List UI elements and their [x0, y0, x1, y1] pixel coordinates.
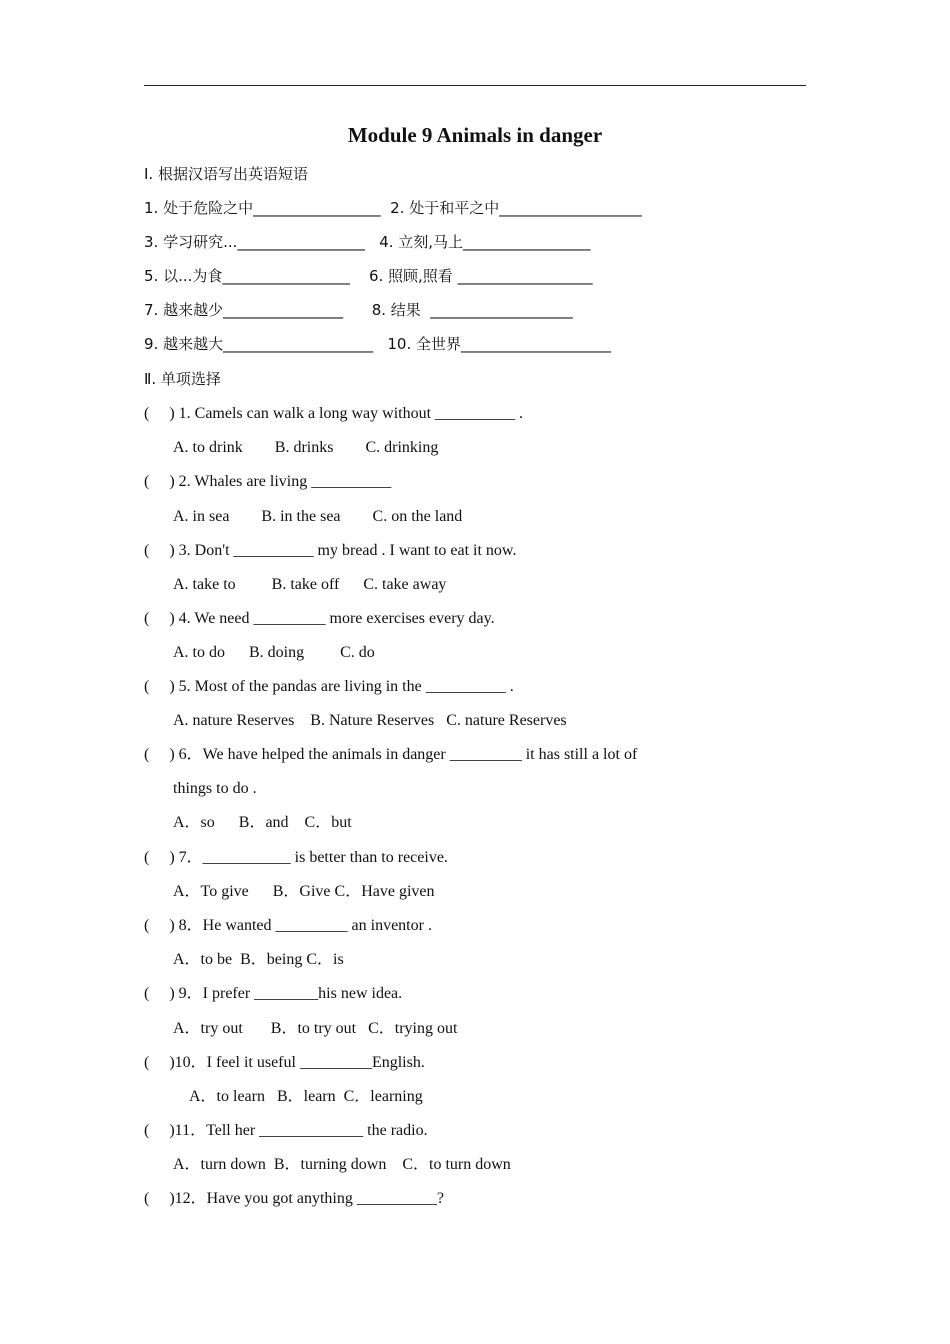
header-rule: [144, 85, 806, 86]
phrase-row-4: 7. 越来越少________________ 8. 结果 ___________________: [144, 301, 573, 319]
question-1: ( ) 1. Camels can walk a long way without __________ .: [144, 405, 524, 422]
question-7: ( ) 7．___________ is better than to receive.: [144, 849, 448, 866]
question-5-options: A. nature Reserves B. Nature Reserves C. nature Reserves: [173, 712, 567, 729]
question-6-continuation: things to do .: [173, 780, 257, 797]
question-5: ( ) 5. Most of the pandas are living in the __________ .: [144, 678, 514, 695]
page-title: Module 9 Animals in danger: [347, 123, 603, 147]
question-11-options: A．turn down B．turning down C．to turn down: [173, 1156, 511, 1173]
phrase-row-2: 3. 学习研究..._________________ 4. 立刻,马上_________________: [144, 233, 591, 251]
question-4: ( ) 4. We need _________ more exercises every day.: [144, 610, 495, 627]
question-8: ( ) 8．He wanted _________ an inventor .: [144, 917, 432, 934]
question-8-options: A．to be B．being C．is: [173, 951, 344, 968]
question-10: ( )10．I feel it useful _________English.: [144, 1054, 425, 1071]
question-9: ( ) 9．I prefer ________his new idea.: [144, 985, 403, 1002]
question-3: ( ) 3. Don't __________ my bread . I want to eat it now.: [144, 542, 517, 559]
question-7-options: A．To give B．Give C．Have given: [173, 883, 435, 900]
question-1-options: A. to drink B. drinks C. drinking: [173, 439, 439, 456]
question-4-options: A. to do B. doing C. do: [173, 644, 375, 661]
phrase-row-1: 1. 处于危险之中_________________ 2. 处于和平之中___________________: [144, 199, 642, 217]
question-12: ( )12．Have you got anything __________?: [144, 1190, 444, 1207]
question-3-options: A. take to B. take off C. take away: [173, 576, 447, 593]
question-6-options: A．so B．and C．but: [173, 814, 352, 831]
phrase-row-5: 9. 越来越大____________________ 10. 全世界____________________: [144, 335, 612, 353]
section1-heading: I. 根据汉语写出英语短语: [144, 165, 308, 183]
section2-heading: Ⅱ. 单项选择: [144, 370, 221, 388]
question-2: ( ) 2. Whales are living __________: [144, 473, 392, 490]
question-11: ( )11．Tell her _____________ the radio.: [144, 1122, 428, 1139]
question-6: ( ) 6．We have helped the animals in danger _________ it has still a lot of: [144, 746, 638, 763]
question-9-options: A．try out B．to try out C．trying out: [173, 1020, 458, 1037]
phrase-row-3: 5. 以...为食_________________ 6. 照顾,照看 __________________: [144, 267, 593, 285]
question-10-options: A．to learn B．learn C．learning: [189, 1088, 423, 1105]
question-2-options: A. in sea B. in the sea C. on the land: [173, 508, 463, 525]
